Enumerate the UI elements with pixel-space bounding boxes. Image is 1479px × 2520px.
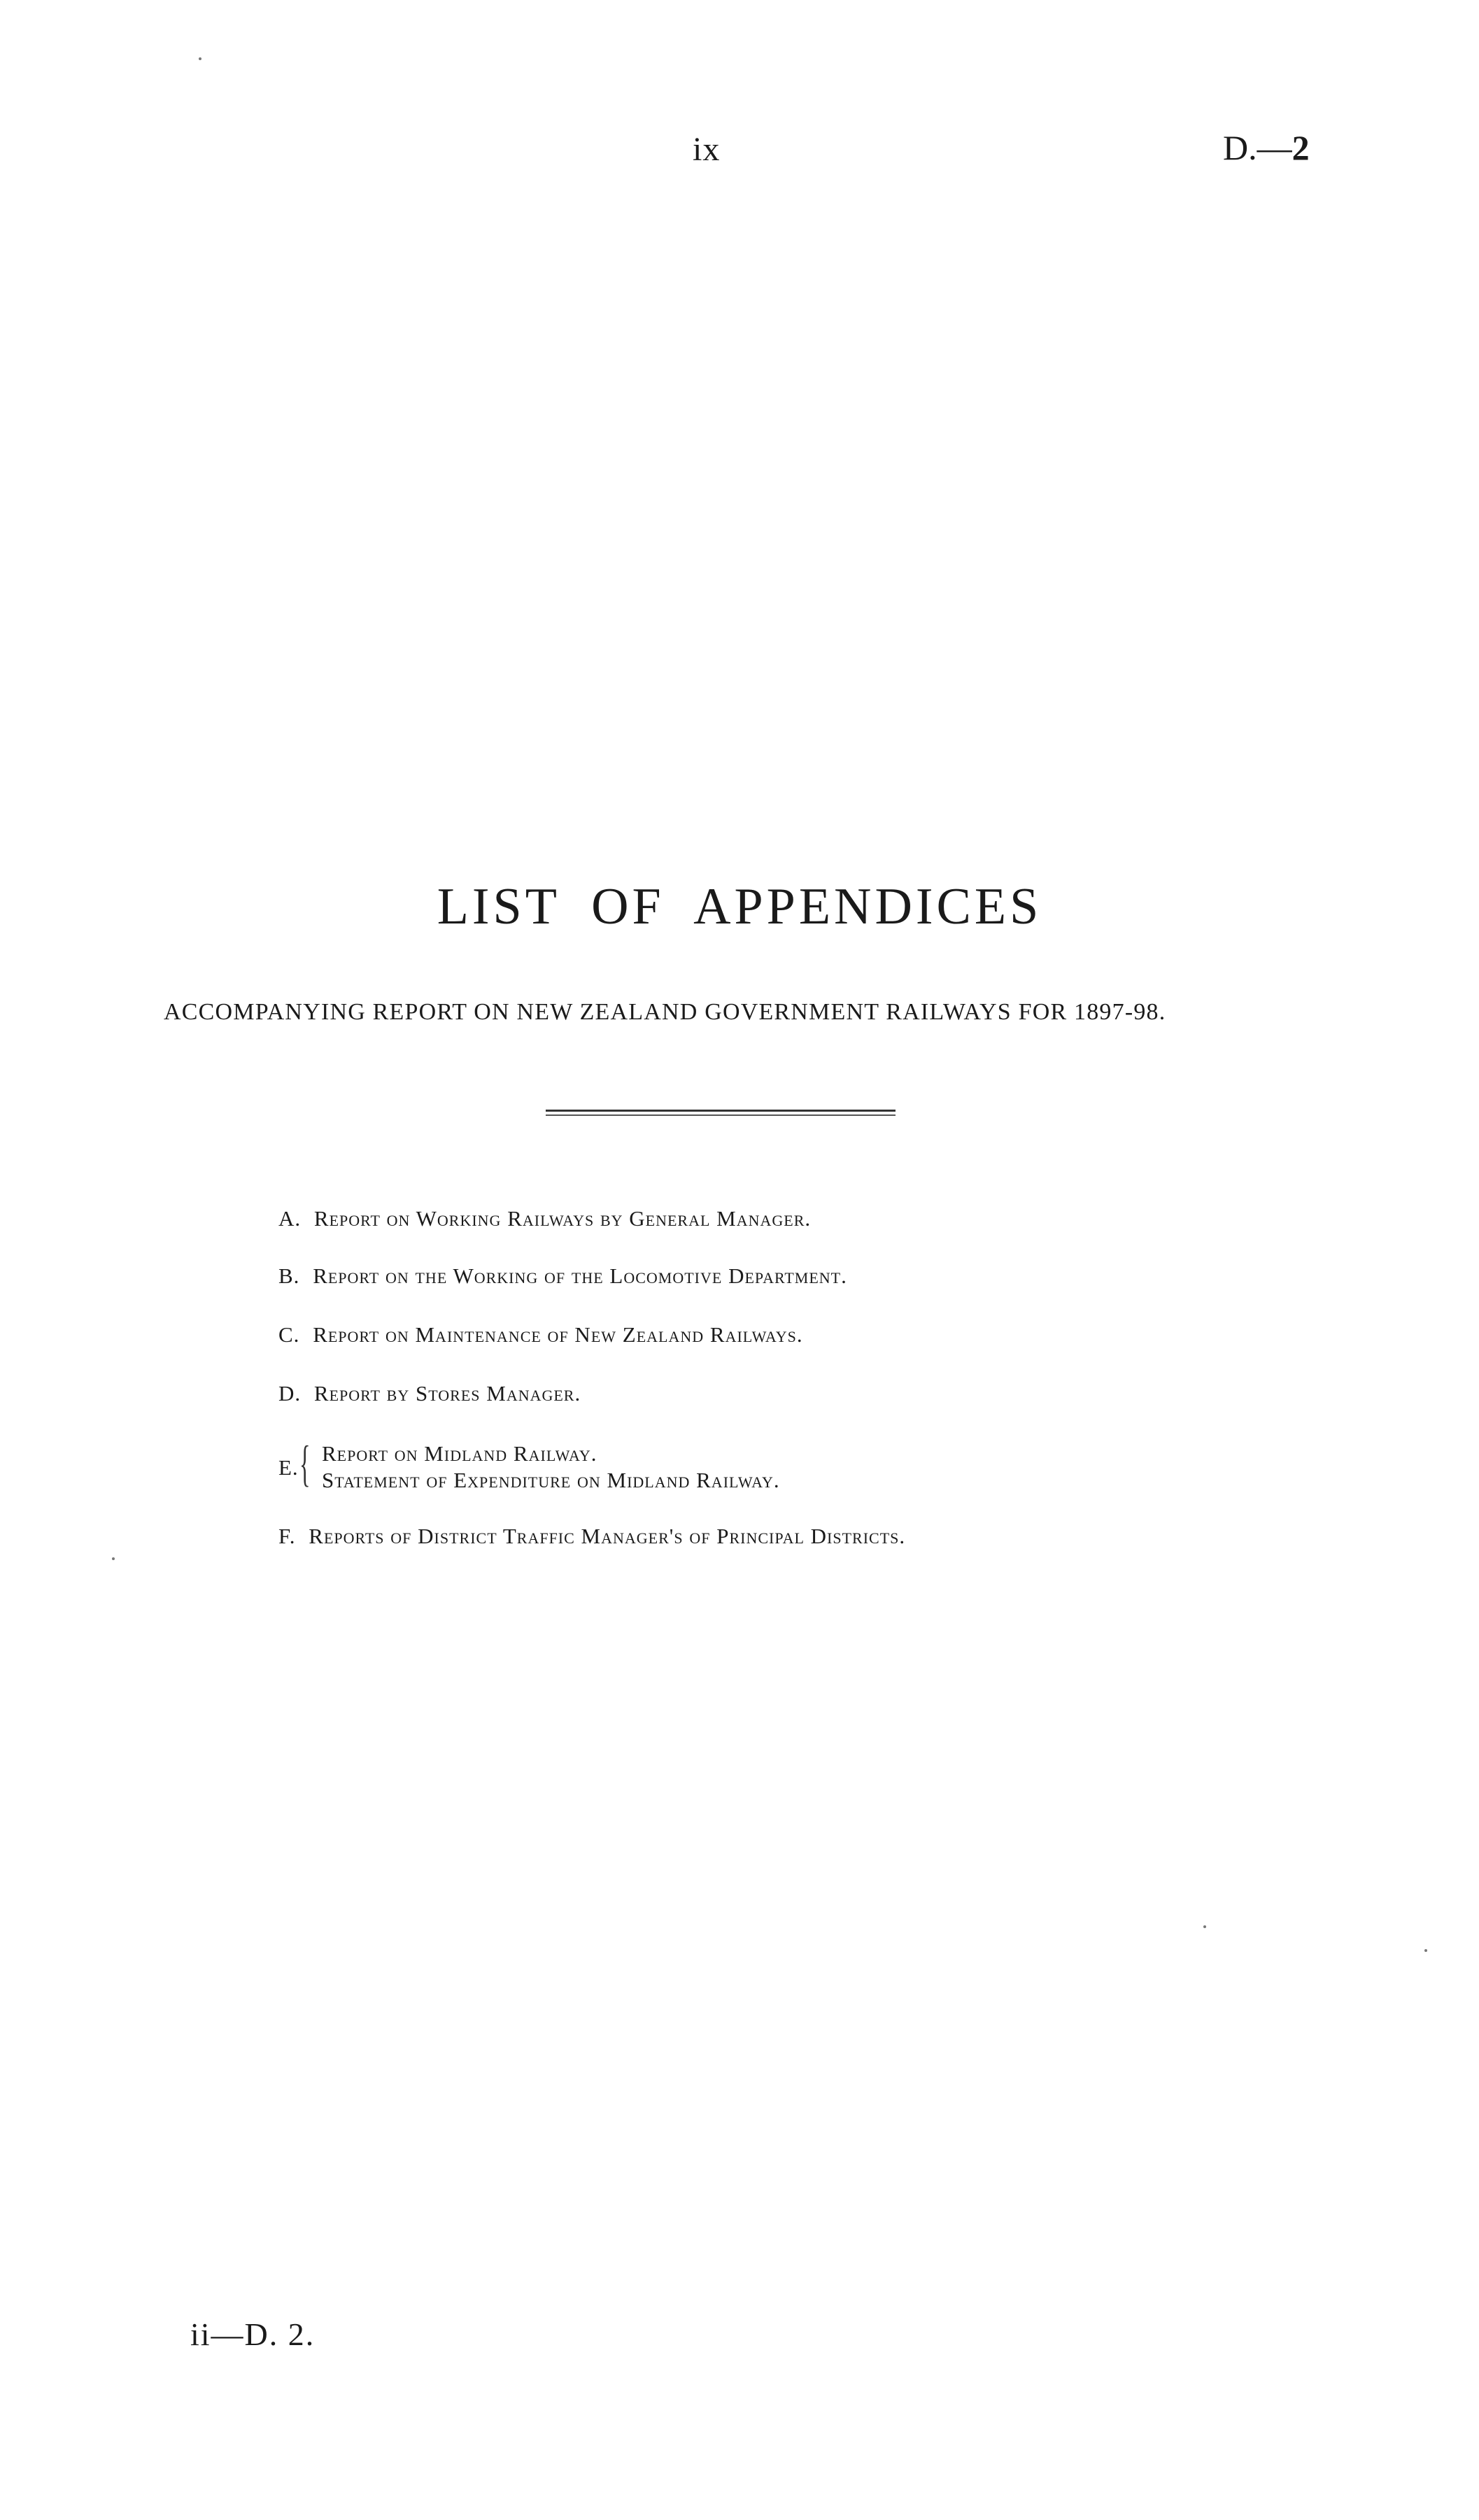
appendix-letter: A.: [278, 1206, 302, 1231]
appendix-text: Report on Working Railways by General Manager.: [313, 1206, 812, 1231]
appendix-text-secondary: Statement of Expenditure on Midland Railway.: [322, 1468, 780, 1492]
appendix-item-c: [278, 1322, 803, 1347]
scan-speck: [112, 1557, 115, 1560]
appendix-letter: D.: [278, 1381, 302, 1406]
page-title: LIST OF APPENDICES: [437, 878, 1042, 935]
appendix-letter: E.: [278, 1455, 299, 1480]
appendix-item-b: [278, 1263, 847, 1289]
appendix-letter: F.: [278, 1524, 296, 1548]
appendix-letter: B.: [278, 1263, 300, 1288]
appendix-item-a: [278, 1206, 811, 1231]
page-subtitle: ACCOMPANYING REPORT ON NEW ZEALAND GOVERNMENT RAILWAYS FOR 1897-98.: [164, 999, 1166, 1025]
double-rule-divider: [546, 1110, 896, 1118]
document-code-prefix: D.—: [1223, 128, 1292, 167]
appendix-text: Reports of District Traffic Manager's of Principal Districts.: [309, 1524, 906, 1548]
appendix-text: Report by Stores Manager.: [313, 1381, 581, 1406]
page-number: ix: [693, 131, 721, 168]
appendix-letter: C.: [278, 1322, 300, 1347]
document-code-number: 2: [1292, 128, 1310, 167]
footer-signature: ii—D. 2.: [190, 2316, 316, 2352]
appendix-text: Report on Midland Railway.: [322, 1441, 597, 1466]
appendix-text: Report on Maintenance of New Zealand Railways.: [313, 1322, 803, 1347]
appendix-item-d: [278, 1381, 581, 1406]
appendix-item-f: [278, 1524, 905, 1549]
brace-icon: {: [299, 1436, 311, 1492]
document-code: [1223, 127, 1310, 168]
scan-speck: [1424, 1949, 1427, 1952]
scan-speck: [1203, 1925, 1206, 1928]
appendix-text: Report on the Working of the Locomotive Department.: [313, 1263, 847, 1288]
scan-speck: [199, 57, 201, 60]
